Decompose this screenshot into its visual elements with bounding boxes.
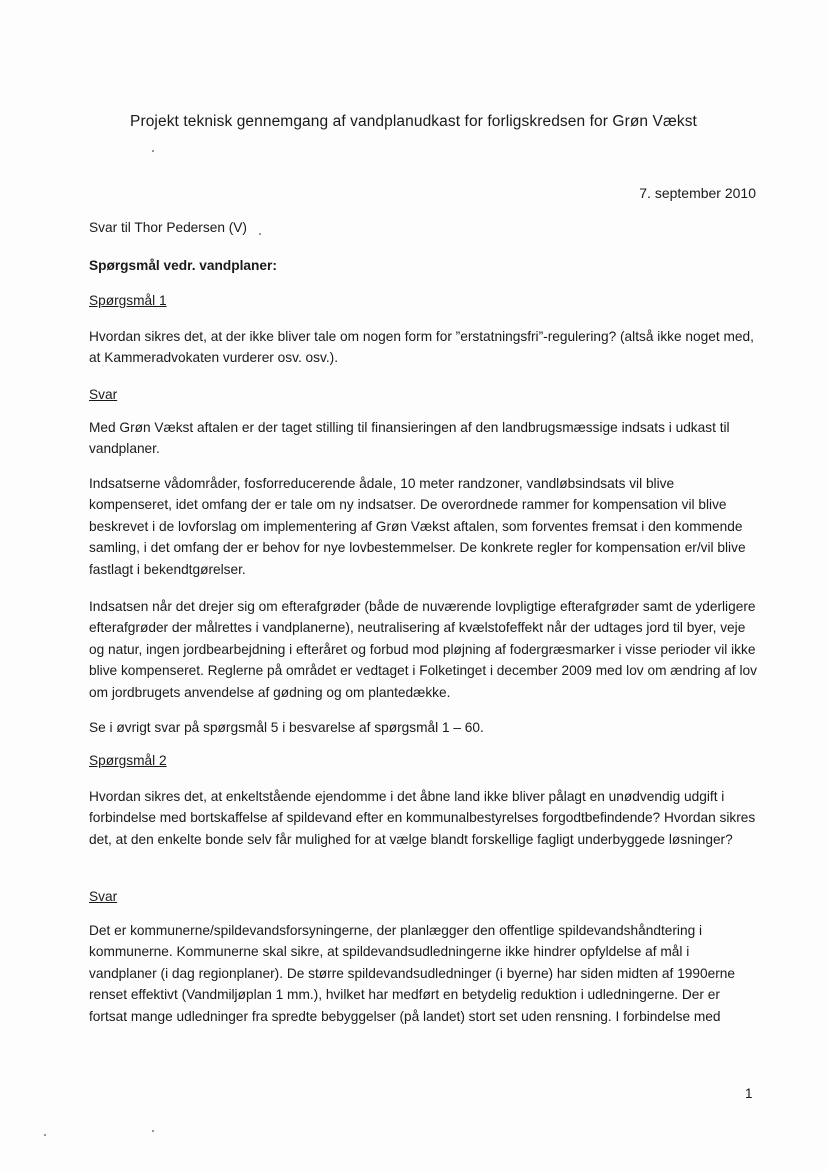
answer-1-paragraph-1-text: Med Grøn Vækst aftalen er der taget stilling til finansieringen af den landbrugsmæssige indsats i udkast til vandplaner. <box>89 420 730 457</box>
addressee-text: Svar til Thor Pedersen (V) <box>89 220 247 235</box>
document-title: Projekt teknisk gennemgang af vandplanudkast for forligskredsen for Grøn Vækst <box>130 113 697 130</box>
question-1-heading <box>89 290 759 311</box>
scan-speck <box>152 1130 154 1132</box>
section-heading <box>89 255 759 276</box>
question-2-body: Hvordan sikres det, at enkeltstående ejendomme i det åbne land ikke bliver pålagt en unødvendig udgift i forbindelse med bortskaffelse af spildevand efter en kommunalbestyrelses forgodtbefindende? Hvordan sikres det, at den enkelte bonde selv får mulighed for at vælge blandt forskellige fagligt underbyggede løsninger? <box>89 789 756 847</box>
question-1-text <box>89 326 759 369</box>
question-2-heading <box>89 750 759 771</box>
document-date: 7. september 2010 <box>639 185 756 201</box>
question-2-text <box>89 786 759 850</box>
answer-1-paragraph-3 <box>89 596 759 703</box>
scan-speck <box>259 233 261 235</box>
answer-1-heading <box>89 384 759 405</box>
question-2-heading-text: Spørgsmål 2 <box>89 753 167 768</box>
answer-2-heading-text: Svar <box>89 889 118 904</box>
answer-1-paragraph-4-text: Se i øvrigt svar på spørgsmål 5 i besvarelse af spørgsmål 1 – 60. <box>89 720 484 735</box>
scan-speck <box>44 1134 46 1136</box>
question-1-body: Hvordan sikres det, at der ikke bliver tale om nogen form for ”erstatningsfri”-regulering? (altså ikke noget med, at Kammeradvokaten vurderer osv. osv.). <box>89 329 754 366</box>
answer-1-paragraph-2-text: Indsatserne vådområder, fosforreducerende ådale, 10 meter randzoner, vandløbsindsats vil blive kompenseret, idet omfang der er tale om ny indsatser. De overordnede rammer for kompensation vil blive beskrevet i de lovforslag om implementering af Grøn Vækst aftalen, som forventes fremsat i den kommende samling, i det omfang der er behov for nye lovbestemmelser. De konkrete regler for kompensation er/vil blive fastlagt i bekendtgørelser. <box>89 476 746 577</box>
answer-1-paragraph-2 <box>89 473 759 580</box>
section-heading-text: Spørgsmål vedr. vandplaner: <box>89 258 277 273</box>
answer-1-paragraph-1 <box>89 417 759 460</box>
answer-2-heading <box>89 886 759 907</box>
answer-1-heading-text: Svar <box>89 387 118 402</box>
page-number: 1 <box>745 1086 753 1101</box>
answer-2-paragraph-1 <box>89 920 759 1027</box>
scan-speck <box>152 150 154 152</box>
addressee <box>89 217 759 238</box>
answer-1-paragraph-3-text: Indsatsen når det drejer sig om efterafgrøder (både de nuværende lovpligtige efterafgrøder samt de yderligere efterafgrøder der målrettes i vandplanerne), neutralisering af kvælstofeffekt når der udtages jord til byer, veje og natur, ingen jordbearbejdning i efteråret og forbud mod pløjning af fodergræsmarker i visse perioder vil ikke blive kompenseret. Reglerne på området er vedtaget i Folketinget i december 2009 med lov om ændring af lov om jordbrugets anvendelse af gødning og om plantedække. <box>89 599 758 700</box>
answer-1-paragraph-4 <box>89 717 759 738</box>
question-1-heading-text: Spørgsmål 1 <box>89 293 167 308</box>
answer-2-paragraph-1-text: Det er kommunerne/spildevandsforsyningerne, der planlægger den offentlige spildevandshåndtering i kommunerne. Kommunerne skal sikre, at spildevandsudledningerne ikke hindrer opfyldelse af mål i vandplaner (i dag regionplaner). De større spildevandsudledninger (i byerne) har siden midten af 1990erne renset effektivt (Vandmiljøplan 1 mm.), hvilket har medført en betydelig reduktion i udledningerne. Der er fortsat mange udledninger fra spredte bebyggelser (på landet) stort set uden rensning. I forbindelse med <box>89 923 735 1024</box>
